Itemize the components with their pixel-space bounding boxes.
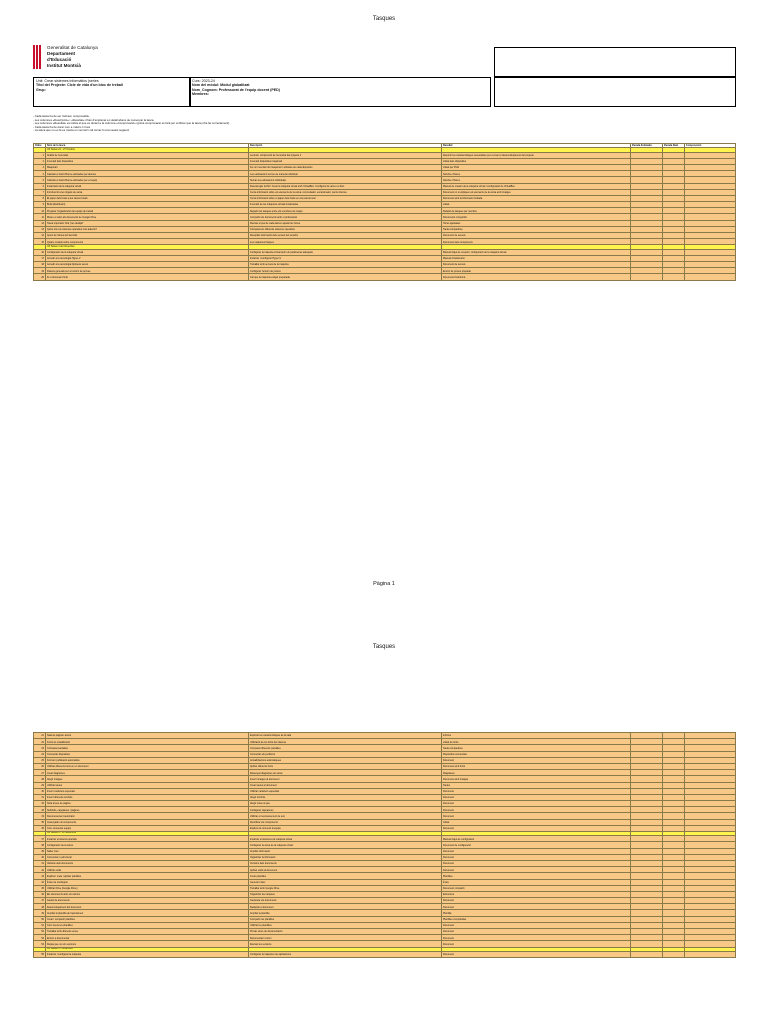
task-name: Ampliar la plantilla de l'ajuntament bbox=[46, 910, 249, 916]
task-result: Manual d'ajut de configuració bbox=[442, 836, 631, 842]
task-description: Instal·lar i configurar Hyper-V bbox=[249, 255, 442, 261]
task-number: 55 bbox=[34, 951, 46, 957]
task-name: UF Sèries 17 Novembre bbox=[46, 947, 249, 951]
task-description: Comparar diferents pantalles bbox=[249, 745, 442, 751]
logo-line-2: Departament bbox=[47, 51, 76, 56]
task-result: Document bbox=[442, 794, 631, 800]
task-number: 13 bbox=[34, 226, 46, 232]
task-name: Tasca important: Fila "pes desitjat" bbox=[46, 220, 249, 226]
task-number: 37 bbox=[34, 836, 46, 842]
task-result: Document bbox=[442, 922, 631, 928]
column-header: Durada Estimada bbox=[631, 144, 663, 148]
task-description: Revisar el pes de cada tasca i ajustar les hores bbox=[249, 220, 442, 226]
task-name: Variants dels documents bbox=[46, 860, 249, 866]
task-result: Llistat bbox=[442, 202, 631, 208]
task-result: Nombre d'hores bbox=[442, 177, 631, 183]
task-result: Plantilles compartides bbox=[442, 916, 631, 922]
instructions-notes bbox=[33, 115, 433, 133]
task-result: Document on s'expliquen els elements de la xarxa amb imatges bbox=[442, 189, 631, 195]
header-right-box bbox=[189, 77, 491, 107]
task-number: 41 bbox=[34, 860, 46, 866]
task-name: Accedir a la tecnologia hipòtesis servei bbox=[46, 261, 249, 267]
task-number: 15 bbox=[34, 239, 46, 245]
task-result: Document bbox=[442, 788, 631, 794]
task-number: 32 bbox=[34, 801, 46, 807]
task-name: UF Sèries 9 - 10 Novembre bbox=[46, 832, 249, 836]
task-result: Document bbox=[442, 825, 631, 831]
real-duration bbox=[663, 274, 685, 280]
task-name: Anàlisi de l'enunciat bbox=[46, 152, 249, 158]
note-line: - Cada tasca ha de ser inclosa i comprovable. bbox=[33, 114, 90, 118]
task-result: Document bbox=[442, 898, 631, 904]
task-description: Organitzar les carpetes bbox=[249, 891, 442, 897]
task-description: Treballar amb serveis de la màquina bbox=[249, 261, 442, 267]
task-number: 43 bbox=[34, 873, 46, 879]
task-name: Utilitzar estils bbox=[46, 867, 249, 873]
task-result: Índex bbox=[442, 879, 631, 885]
task-result: Document bbox=[442, 929, 631, 935]
note-line: - Cada tasca ha de durar com a màxim 1 hora bbox=[33, 124, 91, 129]
task-number: 21 bbox=[34, 733, 46, 739]
task-name: Crear i compartir plantilles bbox=[46, 916, 249, 922]
task-name: Introducció a les òrgans de xarxa bbox=[46, 189, 249, 195]
task-name: Comunicar i estructurar bbox=[46, 854, 249, 860]
logo-line-3: d'Educació bbox=[47, 57, 72, 62]
task-name: Com connectar equips bbox=[46, 825, 249, 831]
logo-line-4: Institut Montsià bbox=[47, 63, 81, 68]
tasks-table-page-1 bbox=[33, 143, 736, 281]
task-row bbox=[34, 951, 736, 957]
task-description: Utilitzar les plantilles bbox=[249, 922, 442, 928]
task-number: 10 bbox=[34, 208, 46, 214]
header-course: Curs: 2023-24 bbox=[192, 79, 215, 83]
task-number: 39 bbox=[34, 848, 46, 854]
task-description: Configurar capçaleres bbox=[249, 807, 442, 813]
note-line: - La tasca que no es fa es marca en vermell i cal tornar-hi a la sessió següent bbox=[33, 128, 130, 132]
task-result: Llistat dels dispositius bbox=[442, 158, 631, 164]
task-number: 1 bbox=[34, 152, 46, 158]
task-result: Document bbox=[442, 935, 631, 941]
task-result: Documents compartits bbox=[442, 214, 631, 220]
task-name: Calcular el total d'hores estimades per a l'equip bbox=[46, 177, 249, 183]
task-result: Document de serveis bbox=[442, 261, 631, 267]
task-name: Instal·lar i configurar la màquina bbox=[46, 951, 249, 957]
header-name: Nom_Cognom: Professorat de l'equip docent (PED) bbox=[192, 87, 280, 92]
task-description: Cerca informació sobre el paper dels hosts en una xarxa local bbox=[249, 195, 442, 201]
task-description: Configurar l'entorn de proves bbox=[249, 268, 442, 274]
column-header: Resultat bbox=[442, 144, 631, 148]
task-name: Gestió de documents bbox=[46, 898, 249, 904]
task-result: Document de configuració bbox=[442, 842, 631, 848]
task-name: Entorn a documentar bbox=[46, 935, 249, 941]
task-name: Els documents amb els camins bbox=[46, 891, 249, 897]
note-line: - Les columnes «Resultat» es indica el que es durant a la columna «Comprovació» (quina comprovació es farà per verificar que la tasca s'ha fet correctament) bbox=[33, 121, 230, 125]
task-description: Les màquines físiques bbox=[249, 239, 442, 245]
task-description: Dissenyar diagrames de xarxa bbox=[249, 770, 442, 776]
task-number: 34 bbox=[34, 813, 46, 819]
task-result: Diagrames bbox=[442, 770, 631, 776]
task-description: Provar eines de documentació bbox=[249, 929, 442, 935]
task-result: Taula comparativa bbox=[442, 745, 631, 751]
task-number: 20 bbox=[34, 274, 46, 280]
task-description: Crear plantilles bbox=[249, 873, 442, 879]
task-number: 36 bbox=[34, 825, 46, 831]
task-name: Utilitzar taules bbox=[46, 782, 249, 788]
task-result: Document bbox=[442, 757, 631, 763]
task-description: Recopilar informació dels serveis del servidor bbox=[249, 233, 442, 239]
task-name: Calcular el total d'hores estimades per alumne bbox=[46, 171, 249, 177]
task-name: Configuració de la màquina virtual bbox=[46, 249, 249, 255]
task-description: Explicar la connexió d'equips bbox=[249, 825, 442, 831]
task-result: Document bbox=[442, 801, 631, 807]
task-result: Document bbox=[442, 813, 631, 819]
task-name: Moure el valor als documents de Google Drive bbox=[46, 214, 249, 220]
task-result: Plantilla bbox=[442, 910, 631, 916]
task-number: 40 bbox=[34, 854, 46, 860]
task-description: Inventari dispositius maquinari bbox=[249, 158, 442, 164]
task-row bbox=[34, 274, 736, 280]
task-description: Revisar les versions bbox=[249, 941, 442, 947]
task-name: Instal·lar el sistema operatiu bbox=[46, 836, 249, 842]
header-left-box bbox=[33, 77, 191, 107]
task-name: Nota al peu de pàgina bbox=[46, 801, 249, 807]
task-description: Compartir les plantilles bbox=[249, 916, 442, 922]
task-description: Configurar la màquina virtual amb els paràmetres adequats bbox=[249, 249, 442, 255]
task-number: 51 bbox=[34, 922, 46, 928]
task-number: 25 bbox=[34, 757, 46, 763]
task-description: Lectura i comprensió de l'enunciat del projecte 1 bbox=[249, 152, 442, 158]
task-name: Repàs que no són versions bbox=[46, 941, 249, 947]
task-description: Compartir els documents amb el professorat bbox=[249, 214, 442, 220]
task-number: 6 bbox=[34, 183, 46, 189]
task-result: Document bbox=[442, 951, 631, 957]
task-result: Document amb fonts bbox=[442, 763, 631, 769]
task-name: Utilitzar Drive (Google Drive) bbox=[46, 885, 249, 891]
task-result: Document bbox=[442, 848, 631, 854]
task-name: Utilitzar diferents fonts en un document bbox=[46, 763, 249, 769]
task-name: Desenvolupament del document bbox=[46, 904, 249, 910]
task-description: Documentar l'entorn bbox=[249, 935, 442, 941]
task-description: Explorar les característiques de la sala bbox=[249, 733, 442, 739]
task-number: 12 bbox=[34, 220, 46, 226]
column-header: Ordre bbox=[34, 144, 46, 148]
task-description: Configurar la xarxa de la màquina virtual bbox=[249, 842, 442, 848]
institution-logo bbox=[33, 45, 183, 75]
task-number: 45 bbox=[34, 885, 46, 891]
task-name: Apunt de Sèries del Servidor bbox=[46, 233, 249, 239]
task-number: 8 bbox=[34, 195, 46, 201]
task-number: 24 bbox=[34, 751, 46, 757]
task-description: Afegir notes al peu bbox=[249, 801, 442, 807]
task-name: Reconeixement automàtic bbox=[46, 813, 249, 819]
task-name: Comparar pantalles bbox=[46, 745, 249, 751]
page-number: Pàgina 1 bbox=[373, 581, 395, 587]
task-description: Organitzar la informació bbox=[249, 854, 442, 860]
task-number: 23 bbox=[34, 745, 46, 751]
task-result: Resumir les característiques necessàries per a crear el desenvolupament del projecte bbox=[442, 152, 631, 158]
task-result: Taules bbox=[442, 782, 631, 788]
task-name: Explicar: crear i aplicar plantilles bbox=[46, 873, 249, 879]
task-name: UF Sèries 21 - 27 Octubre bbox=[46, 148, 249, 152]
tasks-table-page-2 bbox=[33, 732, 736, 958]
real-duration bbox=[663, 951, 685, 957]
task-number: 30 bbox=[34, 788, 46, 794]
task-name: Treballar amb diferents eines bbox=[46, 929, 249, 935]
task-number: 27 bbox=[34, 770, 46, 776]
task-number: 9 bbox=[34, 202, 46, 208]
task-description: Instal·lar el sistema a la màquina virtual bbox=[249, 836, 442, 842]
header-project-title: Títol del Projecte: Cicle de vida d'un bloc de treball bbox=[36, 83, 123, 88]
task-number: 17 bbox=[34, 255, 46, 261]
task-number: 11 bbox=[34, 214, 46, 220]
task-number: 22 bbox=[34, 739, 46, 745]
blank-box-bottom bbox=[494, 77, 736, 107]
task-result: Llistat de fonts bbox=[442, 739, 631, 745]
task-number: 16 bbox=[34, 249, 46, 255]
task-number: 14 bbox=[34, 233, 46, 239]
task-result: Plantilles bbox=[442, 873, 631, 879]
task-result: Document bbox=[442, 904, 631, 910]
task-result: Entorn de proves preparat bbox=[442, 268, 631, 274]
task-name: Build (distribució) bbox=[46, 202, 249, 208]
task-result: Relació de tasques per membre bbox=[442, 208, 631, 214]
task-description: Afegir símbols bbox=[249, 794, 442, 800]
task-number: 44 bbox=[34, 879, 46, 885]
task-number: 2 bbox=[34, 158, 46, 164]
task-name: Quatre models sobre components bbox=[46, 239, 249, 245]
task-number: 48 bbox=[34, 904, 46, 910]
task-description: Repartir les tasques entre els membres de l'equip bbox=[249, 208, 442, 214]
generalitat-emblem-icon bbox=[33, 45, 43, 69]
task-result: Estructura bbox=[442, 891, 631, 897]
task-description: Connectar els perifèrics bbox=[249, 751, 442, 757]
task-name: El paper dels hosts a les xarxes locals bbox=[46, 195, 249, 201]
column-header: Comprovació bbox=[685, 144, 736, 148]
task-description: Ampliar la plantilla bbox=[249, 910, 442, 916]
header-members: Membres: bbox=[192, 92, 209, 97]
task-name: Inventari dels dispositius bbox=[46, 158, 249, 164]
task-number: 29 bbox=[34, 782, 46, 788]
task-name: Accedir a la tecnologia Hyper-V bbox=[46, 255, 249, 261]
sheet-title: Tasques bbox=[372, 16, 396, 22]
task-number: 53 bbox=[34, 935, 46, 941]
task-description: Utilització de les fonts del sistema bbox=[249, 739, 442, 745]
task-description: Cerca informació sobre els elements de la xarxa: commutador, encaminador, punts d'accés. bbox=[249, 189, 442, 195]
task-name: Preparar l'organització del equips de treball bbox=[46, 208, 249, 214]
task-number: 46 bbox=[34, 891, 46, 897]
task-description: Versions dels documents bbox=[249, 860, 442, 866]
task-name: Índex de continguts bbox=[46, 879, 249, 885]
task-description: Ampliar informació bbox=[249, 848, 442, 854]
task-description: Utilitzar caràcters especials bbox=[249, 788, 442, 794]
task-number: 3 bbox=[34, 164, 46, 170]
task-result: Document bbox=[442, 860, 631, 866]
task-result: Hores ajustades bbox=[442, 220, 631, 226]
task-description: Redactar el document bbox=[249, 904, 442, 910]
task-name: Maquinari bbox=[46, 164, 249, 170]
task-description: Cal que la màquina estigui preparada bbox=[249, 274, 442, 280]
task-description: Inserir imatges al document bbox=[249, 776, 442, 782]
task-name: Fi el document final bbox=[46, 274, 249, 280]
column-header: Descripció bbox=[249, 144, 442, 148]
column-header: Durada Real bbox=[663, 144, 685, 148]
task-result: Llistat per PCE bbox=[442, 164, 631, 170]
task-name: Com treure les plantilles bbox=[46, 922, 249, 928]
task-result: Manual de creació de la màquina virtual i configuració de VirtualBox bbox=[442, 183, 631, 189]
task-result: Informe bbox=[442, 733, 631, 739]
header-module: Nom del mòdul: Mòdul globalitzat bbox=[192, 83, 250, 88]
header-group: Grup: bbox=[36, 87, 46, 92]
task-result: Document final lliurat bbox=[442, 274, 631, 280]
task-result: Document compartit bbox=[442, 885, 631, 891]
task-description: Comparar els diferents sistemes operatius bbox=[249, 226, 442, 232]
task-number: 7 bbox=[34, 189, 46, 195]
task-result: Llistat bbox=[442, 819, 631, 825]
task-result: Taula comparativa bbox=[442, 226, 631, 232]
task-name: Configuració de la xarxa bbox=[46, 842, 249, 848]
task-result: Manual d'instal·lació bbox=[442, 255, 631, 261]
task-name: Inserir caràcters especials bbox=[46, 788, 249, 794]
task-result: Document de serveis bbox=[442, 233, 631, 239]
task-result: Document amb imatges bbox=[442, 776, 631, 782]
task-number: 47 bbox=[34, 898, 46, 904]
task-name: Instal·lació de la màquina virtual bbox=[46, 183, 249, 189]
task-result: Document amb la informació trobada bbox=[442, 195, 631, 201]
task-description: Aplicar diferents fonts bbox=[249, 763, 442, 769]
task-name: Format i publicació automàtica bbox=[46, 757, 249, 763]
logo-line-1: Generalitat de Catalunya bbox=[47, 45, 98, 50]
task-number: 19 bbox=[34, 268, 46, 274]
task-result: Document bbox=[442, 807, 631, 813]
task-name: UF Sèries 3 de Novembre bbox=[46, 245, 249, 249]
task-description: Treballar amb Google Drive bbox=[249, 885, 442, 891]
task-description: Generar índex bbox=[249, 879, 442, 885]
task-name: Saber més bbox=[46, 848, 249, 854]
task-result: Manual d'ajut de creació i configuració de la màquina virtual bbox=[442, 249, 631, 255]
header-unit: Unit: Crear sistemes informàtics (series bbox=[36, 79, 99, 83]
verification bbox=[685, 274, 736, 280]
task-description: Les estimacions les feu de manera individual bbox=[249, 171, 442, 177]
task-name: Connectar dispositius bbox=[46, 751, 249, 757]
task-number: 50 bbox=[34, 916, 46, 922]
task-description: Gestionar els documents bbox=[249, 898, 442, 904]
task-description: Actualitzacions automàtiques bbox=[249, 757, 442, 763]
task-name: Sala de pàgina i accés bbox=[46, 733, 249, 739]
task-number: 26 bbox=[34, 763, 46, 769]
task-result: Document bbox=[442, 854, 631, 860]
blank-box-top bbox=[494, 47, 736, 77]
task-number: 4 bbox=[34, 171, 46, 177]
task-result: Dispositius connectats bbox=[442, 751, 631, 757]
task-name: Afegir imatges bbox=[46, 776, 249, 782]
task-number: 52 bbox=[34, 929, 46, 935]
task-result: Document dels components bbox=[442, 239, 631, 245]
task-result: Document bbox=[442, 867, 631, 873]
task-name: Fonts de visualització bbox=[46, 739, 249, 745]
task-name: Crear diagrames bbox=[46, 770, 249, 776]
task-number: 42 bbox=[34, 867, 46, 873]
task-description: Utilitzar el reconeixement de text bbox=[249, 813, 442, 819]
note-line: - Les columnes «Descripció» i «Resultat» s'han d'emplenar en detall abans de començar la tasca. bbox=[33, 117, 155, 122]
task-number: 28 bbox=[34, 776, 46, 782]
task-description: Configurar la màquina i les aplicacions bbox=[249, 951, 442, 957]
task-number: 33 bbox=[34, 807, 46, 813]
task-number: 49 bbox=[34, 910, 46, 916]
task-result: Nombre d'hores bbox=[442, 171, 631, 177]
task-number: 54 bbox=[34, 941, 46, 947]
task-name: Inserir diferents símbols bbox=[46, 794, 249, 800]
task-description: Crear taules al document bbox=[249, 782, 442, 788]
task-name: Passos generals per a l'entorn de proves bbox=[46, 268, 249, 274]
task-number: 38 bbox=[34, 842, 46, 848]
task-description: Aplicar estils al document bbox=[249, 867, 442, 873]
task-description: Sumar les estimacions individuals bbox=[249, 177, 442, 183]
task-number: 5 bbox=[34, 177, 46, 183]
task-name: Subtítols, capçaleres i pàgines bbox=[46, 807, 249, 813]
task-number: 31 bbox=[34, 794, 46, 800]
estimated-duration bbox=[631, 274, 663, 280]
task-number: 35 bbox=[34, 819, 46, 825]
task-description: Fer un inventari del maquinari i software de cada dispositiu bbox=[249, 164, 442, 170]
task-description: Descarregar la ISO. Crear la màquina virtual amb VirtualBox. Configurar la xarxa i el disc. bbox=[249, 183, 442, 189]
task-result: Document bbox=[442, 941, 631, 947]
estimated-duration bbox=[631, 951, 663, 957]
task-name: Quins són els sistemes operatius més adients? bbox=[46, 226, 249, 232]
task-description: Inventari de les màquines virtuals instal·lades bbox=[249, 202, 442, 208]
column-header: Nom de la tasca bbox=[46, 144, 249, 148]
task-name: Assenyalar els components bbox=[46, 819, 249, 825]
task-number: 18 bbox=[34, 261, 46, 267]
verification bbox=[685, 951, 736, 957]
sheet-title-page-2: Tasques bbox=[372, 644, 396, 650]
task-description: Identificar els components bbox=[249, 819, 442, 825]
